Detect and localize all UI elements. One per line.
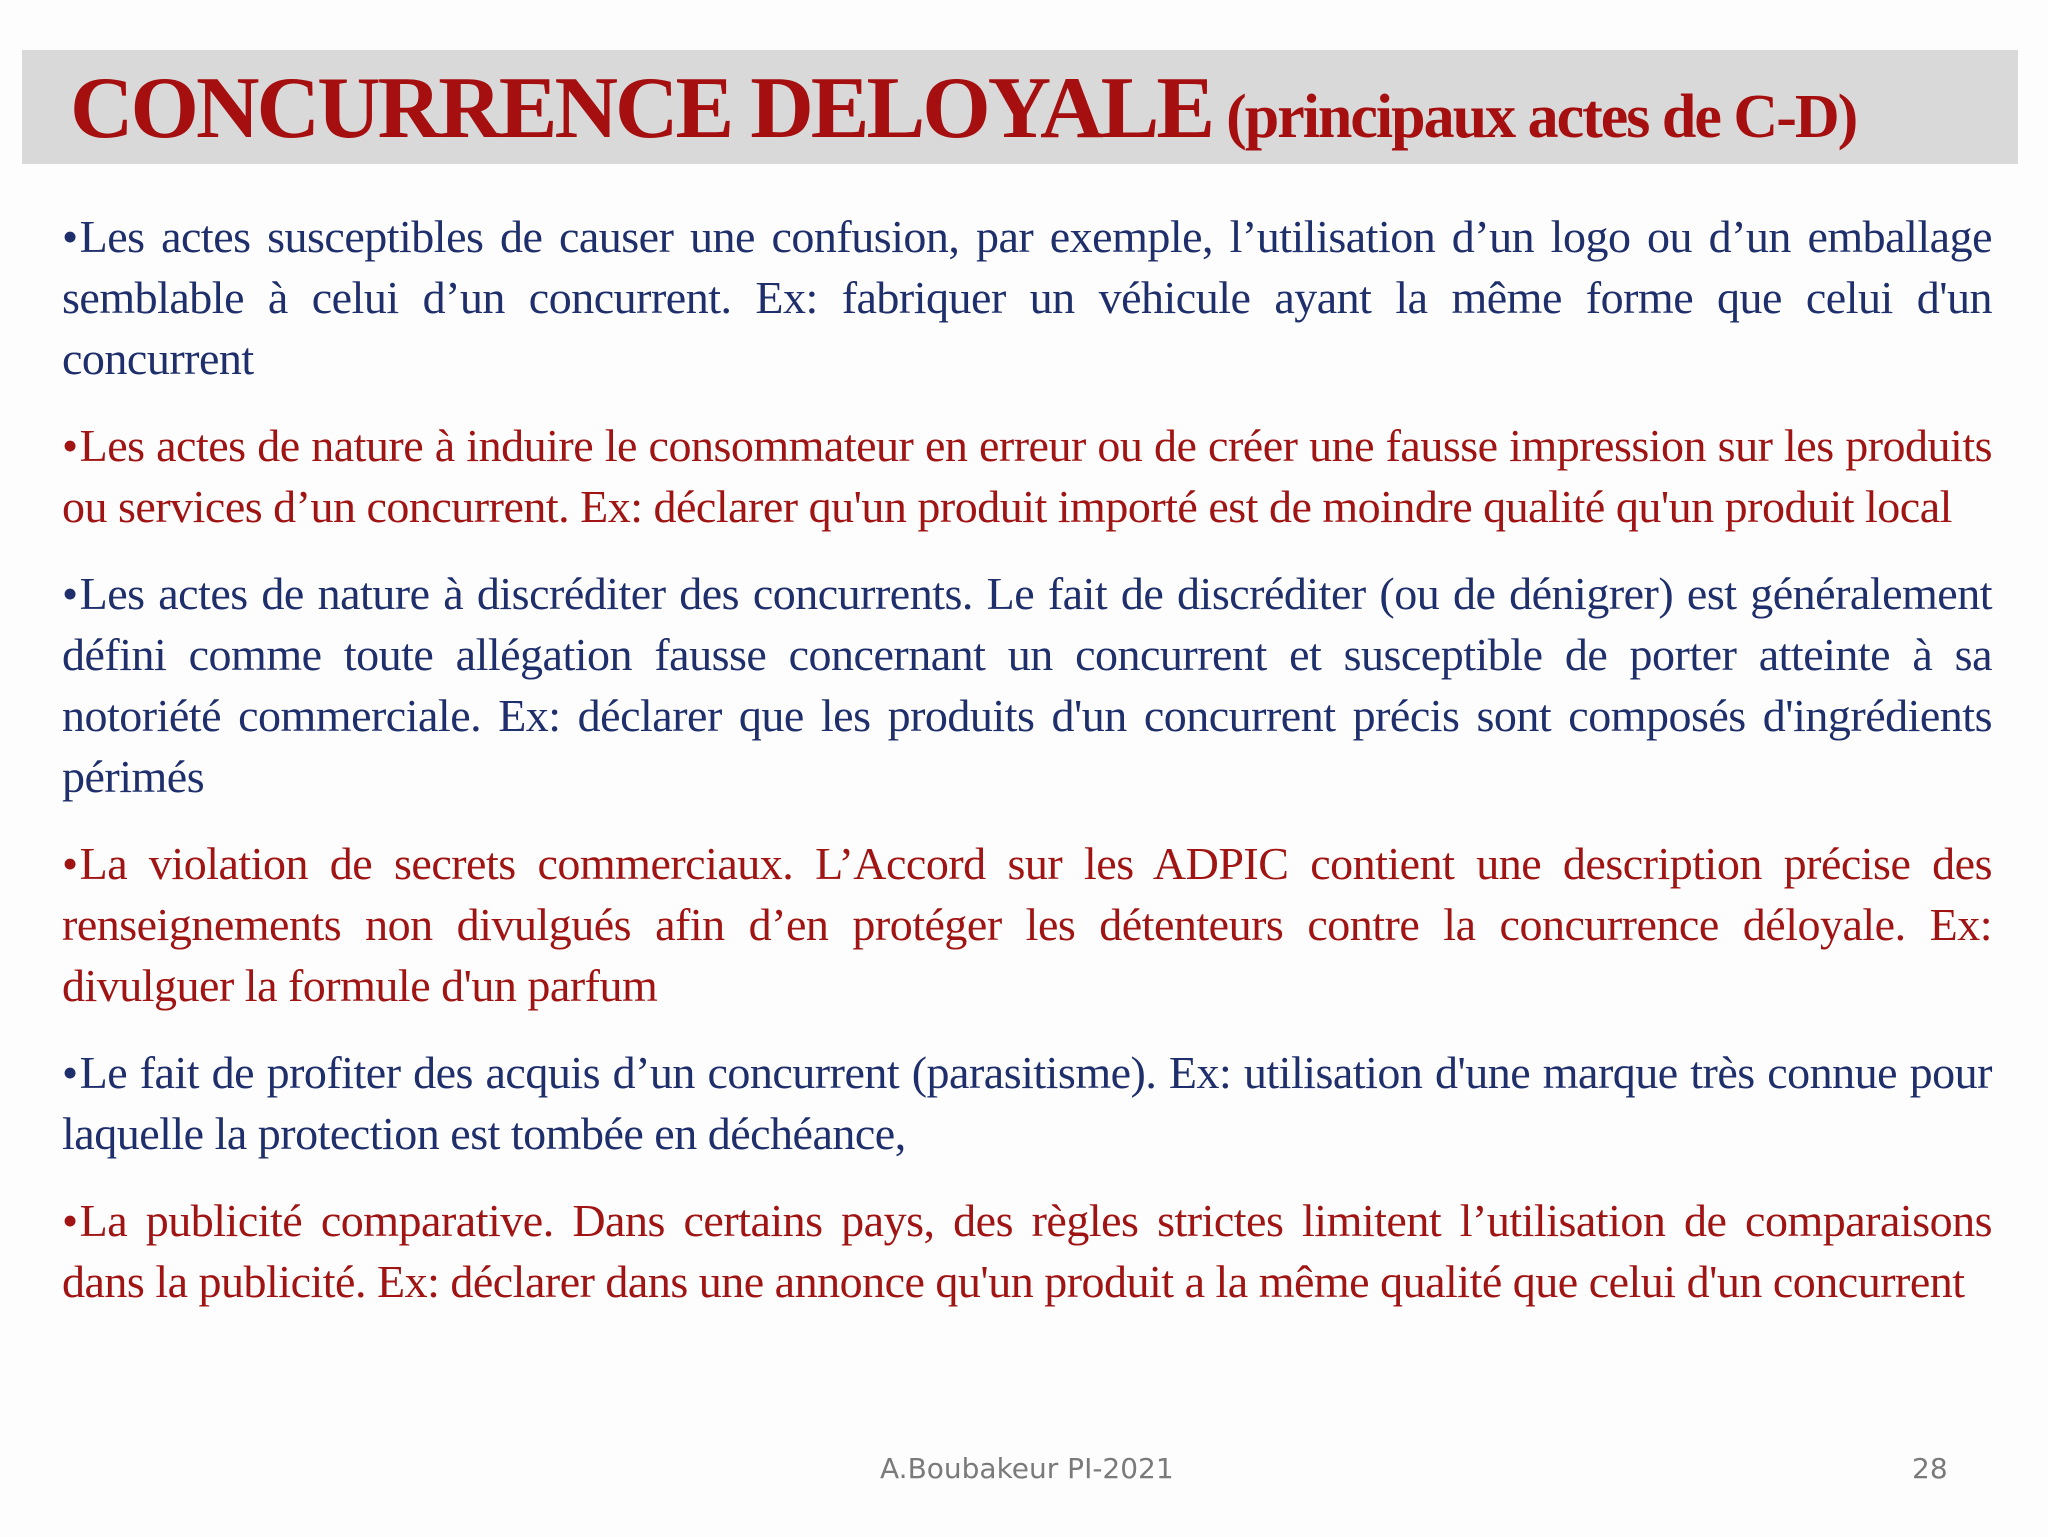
bullet-publicite-comparative	[62, 1190, 1992, 1312]
bullet-marker: •	[62, 420, 78, 471]
bullet-text: Les actes de nature à induire le consommateur en erreur ou de créer une fausse impression sur les produits ou services d’un concurrent. Ex: déclarer qu'un produit importé est de moindre qualité qu'un produit local	[62, 420, 1992, 532]
title-subtitle: (principaux actes de C-D)	[1226, 83, 1857, 151]
bullet-confusion	[62, 206, 1992, 389]
bullet-secrets-commerciaux	[62, 833, 1992, 1016]
bullet-text: La violation de secrets commerciaux. L’Accord sur les ADPIC contient une description précise des renseignements non divulgués afin d’en protéger les détenteurs contre la concurrence déloyale. Ex: divulguer la formule d'un parfum	[62, 838, 1992, 1011]
bullet-marker: •	[62, 568, 78, 619]
bullet-induire-erreur	[62, 415, 1992, 537]
bullet-marker: •	[62, 1047, 78, 1098]
bullet-marker: •	[62, 838, 78, 889]
page-number: 28	[1912, 1452, 1948, 1485]
slide-title	[70, 58, 1856, 159]
bullet-list	[62, 206, 1992, 1338]
title-main: CONCURRENCE DELOYALE	[70, 60, 1213, 157]
bullet-text: Les actes de nature à discréditer des concurrents. Le fait de discréditer (ou de dénigrer) est généralement défini comme toute allégation fausse concernant un concurrent et susceptible de porter atteinte à sa notoriété commerciale. Ex: déclarer que les produits d'un concurrent précis sont composés d'ingrédients périmés	[62, 568, 1992, 802]
bullet-text: La publicité comparative. Dans certains pays, des règles strictes limitent l’utilisation de comparaisons dans la publicité. Ex: déclarer dans une annonce qu'un produit a la même qualité que celui d'un concurrent	[62, 1195, 1992, 1307]
bullet-text: Les actes susceptibles de causer une confusion, par exemple, l’utilisation d’un logo ou d’un emballage semblable à celui d’un concurrent. Ex: fabriquer un véhicule ayant la même forme que celui d'un concurrent	[62, 211, 1992, 384]
bullet-marker: •	[62, 211, 78, 262]
bullet-marker: •	[62, 1195, 78, 1246]
footer-author: A.Boubakeur PI-2021	[880, 1452, 1174, 1485]
bullet-text: Le fait de profiter des acquis d’un concurrent (parasitisme). Ex: utilisation d'une marque très connue pour laquelle la protection est tombée en déchéance,	[62, 1047, 1992, 1159]
bullet-discrediter	[62, 563, 1992, 807]
bullet-parasitisme	[62, 1042, 1992, 1164]
